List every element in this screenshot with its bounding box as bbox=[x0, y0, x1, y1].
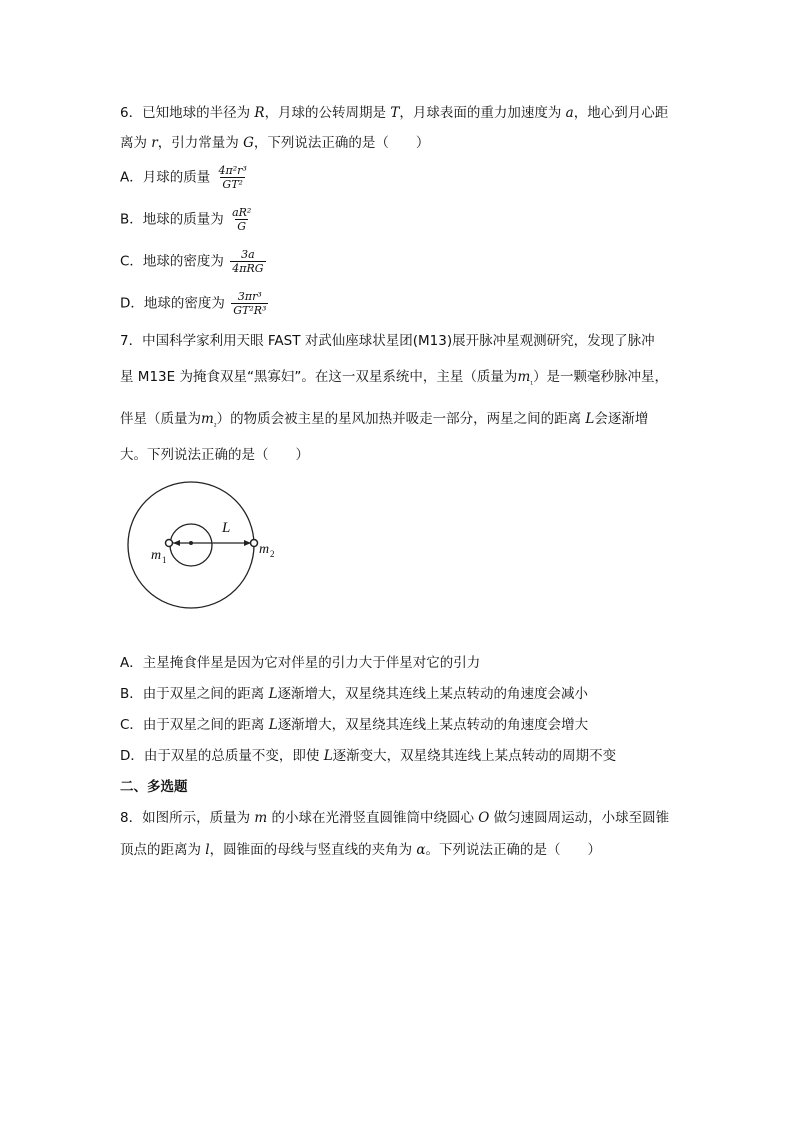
option-label: C．地球的密度为 bbox=[120, 253, 224, 270]
label-m1-sub: 1 bbox=[162, 555, 167, 565]
q7-stem-line2 bbox=[120, 367, 668, 393]
text: 星 M13E 为掩食双星“黑寡妇”。在这一双星系统中，主星（质量为 bbox=[120, 369, 518, 385]
var-m: m bbox=[517, 369, 531, 385]
numerator: 4π²r³ bbox=[218, 164, 247, 177]
numerator: 3a bbox=[241, 248, 255, 261]
text: B．由于双星之间的距离 bbox=[120, 686, 269, 702]
var-T: T bbox=[390, 105, 400, 121]
text: 顶点的距离为 bbox=[120, 842, 206, 858]
text: ，月球表面的重力加速度为 bbox=[399, 105, 566, 121]
q8-stem-line1 bbox=[120, 808, 669, 828]
text: 离为 bbox=[120, 135, 152, 151]
q6-stem-line2 bbox=[120, 133, 429, 153]
text: 逐渐变大，双星绕其连线上某点转动的周期不变 bbox=[332, 748, 617, 764]
var-L: L bbox=[268, 717, 278, 733]
q6-stem-line1 bbox=[120, 103, 668, 123]
label-m2: m bbox=[259, 542, 270, 557]
q6-option-d bbox=[120, 290, 268, 317]
text: ，圆锥面的母线与竖直线的夹角为 bbox=[209, 842, 417, 858]
text: 的小球在光滑竖直圆锥筒中绕圆心 bbox=[267, 810, 479, 826]
label-m2-sub: 2 bbox=[270, 549, 275, 559]
var-a: a bbox=[565, 105, 574, 121]
text: 大。下列说法正确的是（ ） bbox=[120, 447, 309, 463]
var-alpha: α bbox=[416, 842, 426, 858]
text: D．由于双星的总质量不变，即使 bbox=[120, 748, 324, 764]
text: ）的物质会被主星的星风加热并吸走一部分，两星之间的距离 bbox=[216, 411, 586, 427]
fraction bbox=[230, 248, 265, 275]
text: 。下列说法正确的是（ ） bbox=[425, 842, 602, 858]
text: 做匀速圆周运动，小球至圆锥 bbox=[489, 810, 670, 826]
q7-stem-line4 bbox=[120, 445, 309, 465]
text: 7．中国科学家利用天眼 FAST 对武仙座球状星团(M13)展开脉冲星观测研究，发现了脉冲 bbox=[120, 333, 655, 349]
text: A．主星掩食伴星是因为它对伴星的引力大于伴星对它的引力 bbox=[120, 655, 481, 671]
var-r: r bbox=[151, 135, 158, 151]
center-dot bbox=[189, 541, 193, 545]
var-m: m bbox=[201, 411, 214, 427]
q6-option-b bbox=[120, 206, 253, 233]
text: 二、多选题 bbox=[120, 779, 188, 795]
denominator: G bbox=[237, 220, 247, 233]
binary-star-figure bbox=[120, 478, 275, 613]
label-L: L bbox=[222, 520, 231, 536]
q7-stem-line3 bbox=[120, 409, 648, 435]
var-G: G bbox=[243, 135, 254, 151]
text: 逐渐增大，双星绕其连线上某点转动的角速度会减小 bbox=[277, 686, 589, 702]
subscript: ₁ bbox=[530, 378, 534, 387]
text: 8．如图所示，质量为 bbox=[120, 810, 255, 826]
text: 会逐渐增 bbox=[594, 411, 649, 427]
var-O: O bbox=[478, 810, 490, 826]
q7-option-b bbox=[120, 684, 588, 704]
var-L: L bbox=[323, 748, 333, 764]
star-m2 bbox=[251, 540, 258, 547]
fraction bbox=[230, 206, 253, 233]
q6-option-c bbox=[120, 248, 266, 275]
q7-option-a bbox=[120, 653, 480, 673]
text: 伴星（质量为 bbox=[120, 411, 201, 427]
q7-stem-line1 bbox=[120, 331, 655, 351]
text: ，月球的公转周期是 bbox=[264, 105, 391, 121]
denominator: GT²R³ bbox=[233, 304, 267, 317]
q7-option-d bbox=[120, 746, 616, 766]
var-l: l bbox=[205, 842, 210, 858]
section-heading bbox=[120, 777, 188, 797]
arrow-left bbox=[173, 540, 180, 546]
option-label: A．月球的质量 bbox=[120, 169, 211, 186]
var-m: m bbox=[254, 810, 268, 826]
text: ，下列说法正确的是（ ） bbox=[253, 135, 430, 151]
fraction bbox=[231, 290, 268, 317]
q6-option-a bbox=[120, 164, 249, 191]
subscript: ₂ bbox=[213, 420, 217, 429]
label-m1: m bbox=[151, 548, 162, 563]
fraction bbox=[217, 164, 249, 191]
q8-stem-line2 bbox=[120, 840, 601, 860]
text: 逐渐增大，双星绕其连线上某点转动的角速度会增大 bbox=[277, 717, 589, 733]
numerator: aR² bbox=[232, 206, 252, 219]
star-m1 bbox=[166, 540, 173, 547]
denominator: 4πRG bbox=[232, 262, 264, 275]
text: 6．已知地球的半径为 bbox=[120, 105, 255, 121]
text: ）是一颗毫秒脉冲星， bbox=[533, 369, 669, 385]
numerator: 3πr³ bbox=[237, 290, 262, 303]
q7-option-c bbox=[120, 715, 588, 735]
option-label: B．地球的质量为 bbox=[120, 211, 224, 228]
denominator: GT² bbox=[222, 178, 243, 191]
var-L: L bbox=[585, 411, 595, 427]
var-L: L bbox=[268, 686, 278, 702]
text: ，地心到月心距 bbox=[573, 105, 669, 121]
option-label: D．地球的密度为 bbox=[120, 295, 225, 312]
var-R: R bbox=[254, 105, 265, 121]
text: ，引力常量为 bbox=[157, 135, 244, 151]
text: C．由于双星之间的距离 bbox=[120, 717, 269, 733]
